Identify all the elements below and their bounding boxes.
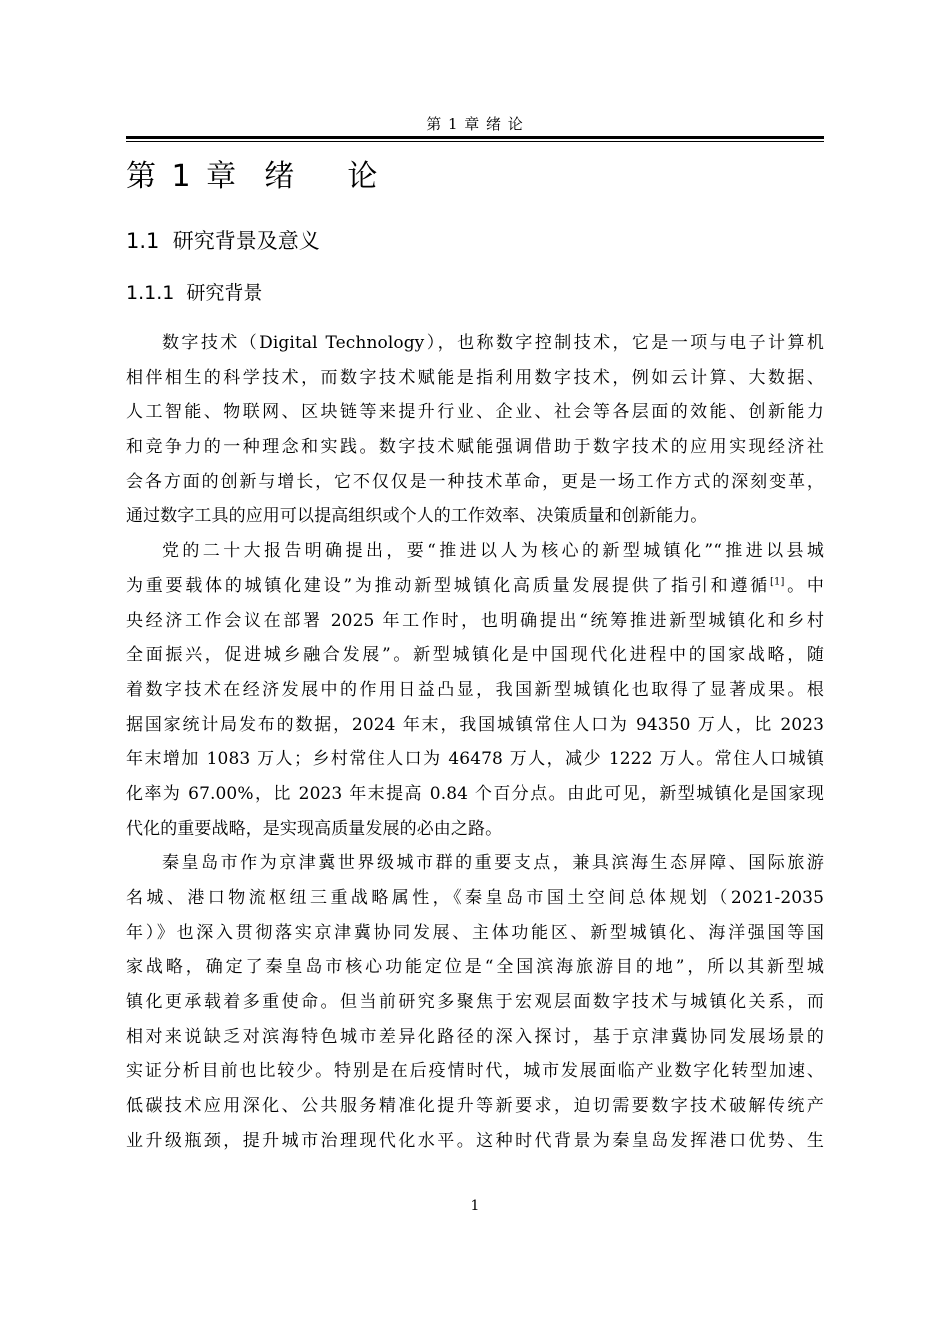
body-line: 名城、港口物流枢纽三重战略属性，《秦皇岛市国土空间总体规划（2021-2035 — [126, 888, 824, 908]
subsection-title: 1.1.1 研究背景 — [126, 282, 263, 304]
body-line: 化率为 67.00%，比 2023 年末提高 0.84 个百分点。由此可见，新型城镇化是国家现 — [126, 783, 824, 804]
body-line: 镇化更承载着多重使命。但当前研究多聚焦于宏观层面数字技术与城镇化关系，而 — [126, 992, 824, 1013]
header-rule-thick — [126, 136, 824, 139]
body-line: 年）》也深入贯彻落实京津冀协同发展、主体功能区、新型城镇化、海洋强国等国 — [126, 922, 824, 943]
citation-marker: [1] — [769, 576, 785, 588]
body-line: 数字技术（Digital Technology），也称数字控制技术，它是一项与电子计算机 — [162, 333, 824, 353]
page-number: 1 — [470, 1198, 480, 1214]
body-line: 全面振兴，促进城乡融合发展”。新型城镇化是中国现代化进程中的国家战略，随 — [126, 645, 824, 666]
body-line: 业升级瓶颈，提升城市治理现代化水平。这种时代背景为秦皇岛发挥港口优势、生 — [126, 1130, 824, 1151]
body-line: 相伴相生的科学技术，而数字技术赋能是指利用数字技术，例如云计算、大数据、 — [126, 367, 824, 388]
body-line: 为重要载体的城镇化建设”为推动新型城镇化高质量发展提供了指引和遵循[1]。中 — [126, 575, 824, 596]
body-line: 会各方面的创新与增长，它不仅仅是一种技术革命，更是一场工作方式的深刻变革， — [126, 471, 824, 492]
body-line: 通过数字工具的应用可以提高组织或个人的工作效率、决策质量和创新能力。 — [126, 506, 708, 527]
chapter-title: 第 1 章 绪 论 — [126, 159, 381, 194]
body-line: 党的二十大报告明确提出，要“推进以人为核心的新型城镇化”“推进以县城 — [162, 541, 824, 562]
body-line: 家战略，确定了秦皇岛市核心功能定位是“全国滨海旅游目的地”，所以其新型城 — [126, 957, 824, 978]
body-line: 相对来说缺乏对滨海特色城市差异化路径的深入探讨，基于京津冀协同发展场景的 — [126, 1026, 824, 1047]
body-line: 实证分析目前也比较少。特别是在后疫情时代，城市发展面临产业数字化转型加速、 — [126, 1061, 824, 1082]
body-line: 秦皇岛市作为京津冀世界级城市群的重要支点，兼具滨海生态屏障、国际旅游 — [162, 853, 824, 874]
running-header: 第 1 章 绪 论 — [426, 115, 524, 133]
section-title: 1.1 研究背景及意义 — [126, 229, 320, 253]
body-line: 人工智能、物联网、区块链等来提升行业、企业、社会等各层面的效能、创新能力 — [126, 402, 824, 423]
body-line: 低碳技术应用深化、公共服务精准化提升等新要求，迫切需要数字技术破解传统产 — [126, 1096, 824, 1117]
body-line: 着数字技术在经济发展中的作用日益凸显，我国新型城镇化也取得了显著成果。根 — [126, 679, 824, 700]
body-line: 据国家统计局发布的数据，2024 年末，我国城镇常住人口为 94350 万人，比 2023 — [126, 714, 824, 735]
body-line: 年末增加 1083 万人；乡村常住人口为 46478 万人，减少 1222 万人。常住人口城镇 — [126, 749, 824, 770]
body-text — [126, 326, 824, 1159]
body-line: 和竞争力的一种理念和实践。数字技术赋能强调借助于数字技术的应用实现经济社 — [126, 437, 824, 458]
body-line: 代化的重要战略，是实现高质量发展的必由之路。 — [126, 818, 503, 839]
body-line: 央经济工作会议在部署 2025 年工作时，也明确提出“统筹推进新型城镇化和乡村 — [126, 610, 824, 631]
header-rule-thin — [126, 141, 824, 142]
